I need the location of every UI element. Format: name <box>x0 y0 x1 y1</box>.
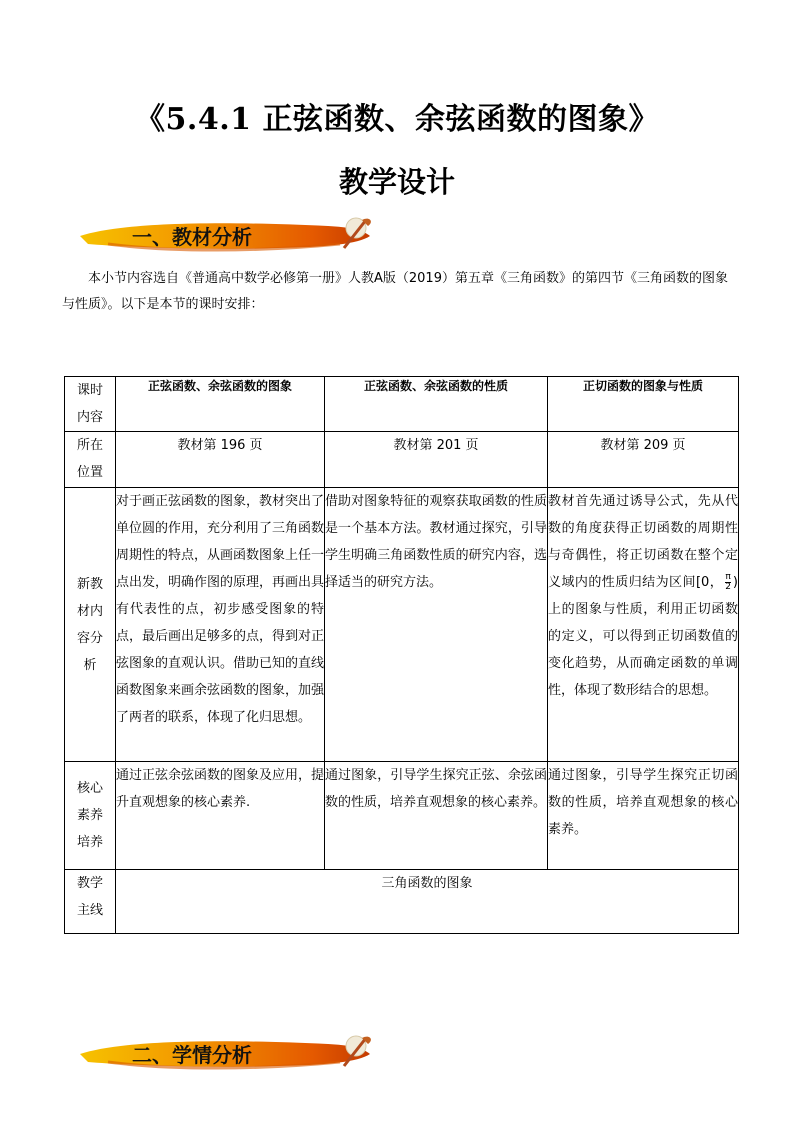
column-header: 正弦函数、余弦函数的图象 <box>116 377 325 432</box>
table-row <box>65 870 739 934</box>
analysis-cell <box>548 488 739 762</box>
row-header-content <box>65 377 116 432</box>
row-header-analysis <box>65 488 116 762</box>
analysis-text-after: )上的图象与性质，利用正切函数的定义，可以得到正切函数值的变化趋势，从而确定函数的单调性，体现了数形结合的思想。 <box>548 575 738 698</box>
quill-icon <box>336 1032 376 1072</box>
analysis-cell: 借助对图象特征的观察获取函数的性质是一个基本方法。教材通过探究，引导学生明确三角函数性质的研究内容，选择适当的研究方法。 <box>325 488 548 762</box>
row-header-literacy <box>65 762 116 870</box>
table-row <box>65 762 739 870</box>
row-header-label: 课时内容 <box>76 383 103 425</box>
document-subtitle: 教学设计 <box>338 165 455 199</box>
row-header-label: 教学主线 <box>76 876 103 918</box>
column-header: 正切函数的图象与性质 <box>548 377 739 432</box>
table-row <box>65 432 739 488</box>
row-header-location <box>65 432 116 488</box>
intro-text: 本小节内容选自《普通高中数学必修第一册》人教A版（2019）第五章《三角函数》的第四节《三角函数的图象与性质》。以下是本节的课时安排： <box>62 271 728 312</box>
literacy-cell: 通过图象，引导学生探究正弦、余弦函数的性质，培养直观想象的核心素养。 <box>325 762 548 870</box>
section-heading: 一、教材分析 <box>132 225 252 249</box>
fraction-denominator: 2 <box>725 582 731 592</box>
row-header-label: 核心素养培养 <box>76 781 103 850</box>
section-banner <box>78 1032 378 1076</box>
document-title: 《5.4.1 正弦函数、余弦函数的图象》 <box>135 102 659 137</box>
page-cell: 教材第 196 页 <box>116 432 325 488</box>
intro-paragraph <box>62 266 730 318</box>
mainline-cell: 三角函数的图象 <box>116 870 739 934</box>
table-row <box>65 488 739 762</box>
column-header: 正弦函数、余弦函数的性质 <box>325 377 548 432</box>
page-cell: 教材第 201 页 <box>325 432 548 488</box>
literacy-cell: 通过图象，引导学生探究正切函数的性质，培养直观想象的核心素养。 <box>548 762 739 870</box>
row-header-mainline <box>65 870 116 934</box>
section-banner <box>78 214 378 258</box>
row-header-label: 所在位置 <box>76 438 103 480</box>
table-row <box>65 377 739 432</box>
fraction-numerator: π <box>725 572 731 582</box>
analysis-text-before: 教材首先通过诱导公式，先从代数的角度获得正切函数的周期性与奇偶性，将正切函数在整个定义域内的性质归结为区间[0， <box>548 494 738 590</box>
analysis-cell: 对于画正弦函数的图象，教材突出了单位圆的作用，充分利用了三角函数周期性的特点，从画函数图象上任一点出发，明确作图的原理，再画出具有代表性的点，初步感受图象的特点，最后画出足够多的点，得到对正弦图象的直观认识。借助已知的直线函数图象来画余弦函数的图象，加强了两者的联系，体现了化归思想。 <box>116 488 325 762</box>
section-heading: 二、学情分析 <box>132 1043 252 1067</box>
row-header-label: 新教材内容分析 <box>76 576 103 673</box>
literacy-cell: 通过正弦余弦函数的图象及应用，提升直观想象的核心素养. <box>116 762 325 870</box>
page-cell: 教材第 209 页 <box>548 432 739 488</box>
quill-icon <box>336 214 376 254</box>
lesson-plan-table <box>64 376 739 934</box>
pi-over-2-fraction <box>725 573 731 592</box>
